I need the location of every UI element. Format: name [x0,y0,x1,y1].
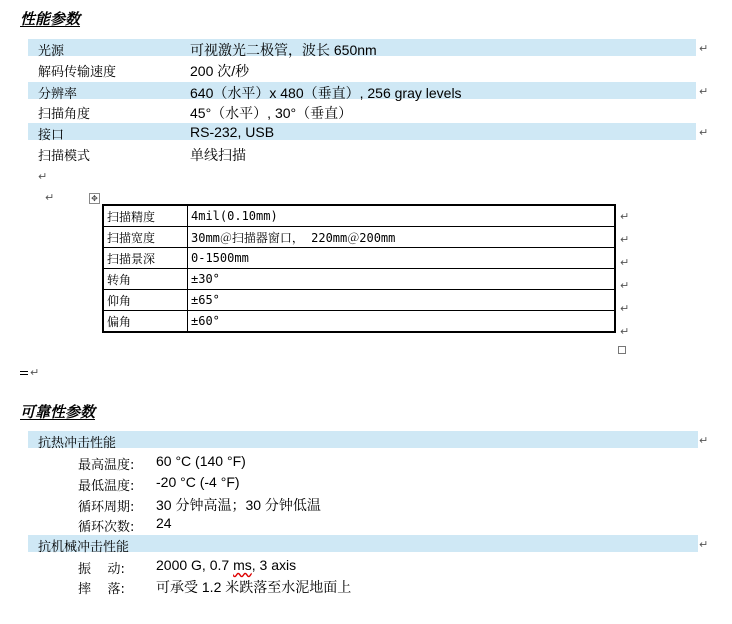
row-highlight [28,431,698,448]
row-label-decode-speed: 解码传输速度 [38,65,117,80]
table-cell-label: 扫描宽度 [103,227,188,248]
table-cell-value: 30mm＠扫描器窗口， 220mm＠200mm [188,227,616,248]
paragraph-mark: ↵ [699,126,709,139]
spec-table [102,204,616,333]
row-end-mark: ↵ [620,279,630,292]
reliability-heading: 可靠性参数 [20,403,96,421]
paragraph-mark: ↵ [38,170,48,183]
thermal-value-cycle: 30 分钟高温；30 分钟低温 [156,497,321,513]
performance-heading: 性能参数 [20,10,81,28]
paragraph-mark: ↵ [699,538,709,551]
thermal-label-max: 最高温度: [78,458,135,473]
row-label-scan-angle: 扫描角度 [38,107,91,122]
row-value-resolution: 640（水平）x 480（垂直）, 256 gray levels [190,85,462,101]
mechanical-label-drop: 摔 落: [78,582,125,597]
vibration-value-part: , 3 axis [251,557,297,573]
thermal-label-min: 最低温度: [78,479,135,494]
row-label-scan-mode: 扫描模式 [38,149,91,164]
paragraph-mark: ↵ [45,191,55,204]
table-cell-label: 仰角 [103,290,188,311]
thermal-value-min: -20 °C (-4 °F) [156,474,240,490]
row-value-decode-speed: 200 次/秒 [190,63,250,79]
row-label-resolution: 分辨率 [38,87,78,102]
paragraph-mark: ↵ [699,42,709,55]
table-cell-label: 偏角 [103,311,188,333]
row-end-mark: ↵ [620,256,630,269]
vibration-value-part: 2000 G, 0.7 [156,557,234,573]
paragraph-mark: ↵ [699,434,709,447]
row-value-light-source: 可视激光二极管，波长 650nm [190,42,377,58]
vibration-unit-ms: ms [233,557,252,573]
row-value-scan-mode: 单线扫描 [190,147,246,163]
section-break-marker [20,371,28,375]
thermal-value-count: 24 [156,515,172,531]
paragraph-mark: ↵ [699,85,709,98]
table-cell-value: 0-1500mm [188,248,616,269]
row-highlight [28,123,696,140]
row-label-light-source: 光源 [38,44,65,59]
row-value-scan-angle: 45°（水平）, 30°（垂直） [190,105,353,121]
table-cell-value: ±60° [188,311,616,333]
thermal-value-max: 60 °C (140 °F) [156,453,246,469]
table-cell-label: 转角 [103,269,188,290]
row-label-interface: 接口 [38,128,65,143]
thermal-label-count: 循环次数: [78,520,135,535]
table-row [103,311,615,333]
table-row [103,269,615,290]
table-row [103,227,615,248]
table-cell-value: ±65° [188,290,616,311]
row-end-mark: ↵ [620,325,630,338]
row-end-mark: ↵ [620,302,630,315]
mechanical-label-vibration: 振 动: [78,562,125,577]
table-move-handle-icon[interactable]: ✥ [89,193,100,204]
table-row [103,205,615,227]
table-row [103,290,615,311]
table-cell-value: 4mil(0.10mm) [188,205,616,227]
mechanical-value-drop: 可承受 1.2 米跌落至水泥地面上 [156,579,352,595]
table-resize-handle[interactable] [618,346,626,354]
table-cell-label: 扫描景深 [103,248,188,269]
table-cell-label: 扫描精度 [103,205,188,227]
thermal-label-cycle: 循环周期: [78,500,135,515]
row-end-mark: ↵ [620,210,630,223]
thermal-title: 抗热冲击性能 [38,436,117,451]
mechanical-value-vibration [156,557,296,573]
mechanical-title: 抗机械冲击性能 [38,540,130,555]
row-end-mark: ↵ [620,233,630,246]
row-value-interface: RS-232, USB [190,124,275,140]
paragraph-mark: ↵ [30,366,40,379]
table-cell-value: ±30° [188,269,616,290]
table-row [103,248,615,269]
